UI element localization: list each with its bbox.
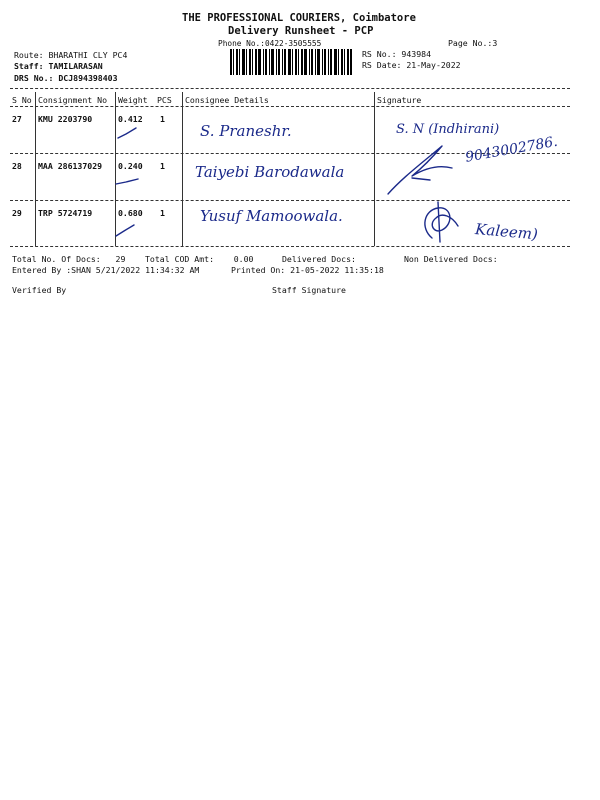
document-title: Delivery Runsheet - PCP <box>228 25 374 37</box>
entered-by: Entered By :SHAN 5/21/2022 11:34:32 AM <box>12 265 200 275</box>
row-consignment: MAA 286137029 <box>38 161 103 171</box>
header-signature: Signature <box>377 95 422 105</box>
page-number: Page No.:3 <box>448 38 498 48</box>
printed-on: Printed On: 21-05-2022 11:35:18 <box>231 265 384 275</box>
company-name: THE PROFESSIONAL COURIERS, Coimbatore <box>182 12 416 24</box>
signature-scribble <box>382 138 472 200</box>
phone-number: Phone No.:0422-3505555 <box>218 39 322 48</box>
route-label: Route: BHARATHI CLY PC4 <box>14 50 128 60</box>
receiver-signature: 9043002786. <box>464 133 559 166</box>
total-cod-amount: Total COD Amt: 0.00 <box>145 254 254 264</box>
row-pcs: 1 <box>160 208 165 218</box>
row-sno: 29 <box>12 208 22 218</box>
consignee-handwriting: Taiyebi Barodawala <box>195 163 345 181</box>
column-divider <box>182 92 183 246</box>
staff-signature: Staff Signature <box>272 285 346 295</box>
table-bottom-rule <box>10 246 570 247</box>
table-header-rule <box>10 106 570 107</box>
row-consignment: TRP 5724719 <box>38 208 93 218</box>
barcode-image <box>230 49 352 75</box>
consignee-handwriting: S. Praneshr. <box>200 122 292 140</box>
verified-by: Verified By <box>12 285 67 295</box>
row-pcs: 1 <box>160 114 165 124</box>
tick-mark <box>116 126 138 140</box>
tick-mark <box>114 172 140 186</box>
column-divider <box>374 92 375 246</box>
delivered-docs: Delivered Docs: <box>282 254 356 264</box>
header-pcs: PCS <box>157 95 172 105</box>
table-top-rule <box>10 88 570 89</box>
row-weight: 0.240 <box>118 161 143 171</box>
column-divider <box>35 92 36 246</box>
non-delivered-docs: Non Delivered Docs: <box>404 254 498 264</box>
row-sno: 27 <box>12 114 22 124</box>
drs-number: DRS No.: DCJ894398403 <box>14 73 118 83</box>
staff-label: Staff: TAMILARASAN <box>14 61 103 71</box>
header-sno: S No <box>12 95 32 105</box>
total-docs: Total No. Of Docs: 29 <box>12 254 126 264</box>
header-consignment: Consignment No <box>38 95 108 105</box>
row-sno: 28 <box>12 161 22 171</box>
row-consignment: KMU 2203790 <box>38 114 93 124</box>
row-weight: 0.680 <box>118 208 143 218</box>
tick-mark <box>114 222 136 238</box>
row-pcs: 1 <box>160 161 165 171</box>
consignee-handwriting: Yusuf Mamoowala. <box>200 207 343 225</box>
header-weight: Weight <box>118 95 148 105</box>
receiver-signature: S. N (Indhirani) <box>396 122 500 137</box>
header-consignee: Consignee Details <box>185 95 269 105</box>
signature-scribble <box>418 198 478 244</box>
receiver-signature: Kaleem) <box>474 220 539 244</box>
row-weight: 0.412 <box>118 114 143 124</box>
rs-date: RS Date: 21-May-2022 <box>362 60 461 70</box>
row-divider <box>10 200 570 201</box>
rs-number: RS No.: 943984 <box>362 49 432 59</box>
